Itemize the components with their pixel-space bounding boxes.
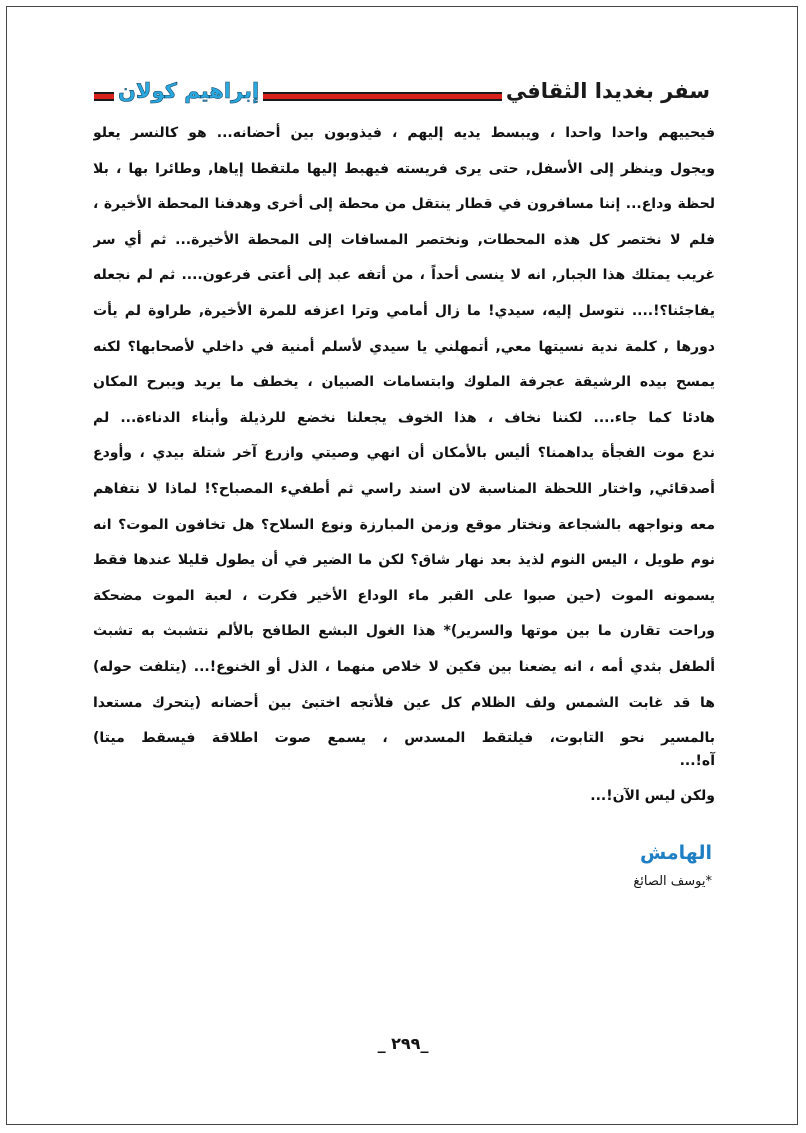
body-line: نوم طويل ، اليس النوم لذيذ بعد نهار شاق؟ لكن ما الضير في أن يطول قليلا عندها فقط bbox=[93, 552, 715, 569]
footnote-heading: الهامش bbox=[640, 842, 712, 864]
body-line: غريب يمتلك هذا الجبار, انه لا ينسى أحداً ، من أتفه عبد إلى أعتى فرعون.... ثم لم نجعله bbox=[93, 267, 715, 284]
body-line: لحظة وداع... إننا مسافرون في قطار ينتقل من محطة إلى أخرى وهدفنا المحطة الأخيرة ، bbox=[93, 196, 715, 213]
body-line: وراحت تقارن ما بين موتها والسرير)* هذا الغول البشع الطافح بالألم نتشبث به تشبث bbox=[93, 623, 715, 640]
body-line: هادئا كما جاء.... لكننا نخاف ، هذا الخوف يجعلنا نخضع للرذيلة وأبناء الدناءة... لم bbox=[93, 409, 715, 426]
body-line: ها قد غابت الشمس ولف الظلام كل عين فلأتجه اختبئ بين أحضانه (يتحرك مستعدا bbox=[93, 694, 715, 711]
body-line: دورها , كلمة ندية نسيتها معي, أتمهلني يا سيدي لأسلم أمنية في داخلي لأصحابها؟ لكنه bbox=[93, 338, 715, 355]
body-line: ندع موت الفجأة يداهمنا؟ أليس بالأمكان أن انهي وصيتي وازرع آخر شتلة بيدي ، وأودع bbox=[93, 445, 715, 462]
body-line: أصدقائي, واختار اللحظة المناسبة لان اسند راسي ثم أطفيء المصباح؟! لماذا لا نتفاهم bbox=[93, 480, 715, 497]
closing-lines bbox=[93, 744, 715, 814]
body-text bbox=[93, 116, 715, 757]
closing-line: ولكن ليس الآن!... bbox=[590, 788, 715, 804]
body-line: يمسح بيده الرشيقة عجرفة الملوك وابتسامات الصبيان ، يخطف ما يريد ويبرح المكان bbox=[93, 374, 715, 391]
body-line: معه ونواجهه بالشجاعة ونختار موقع وزمن المبارزة ونوع السلاح؟ هل تخافون الموت؟ انه bbox=[93, 516, 715, 533]
page-header bbox=[94, 74, 714, 110]
closing-line: آه!... bbox=[679, 753, 715, 769]
body-line: فلم لا نختصر كل هذه المحطات, ونختصر المسافات إلى المحطة الأخيرة... ثم أي سر bbox=[93, 231, 715, 248]
body-line: فيحييهم واحدا واحدا ، ويبسط يديه إليهم ، فيذوبون بين أحضانه... هو كالنسر يعلو bbox=[93, 125, 715, 141]
page-number: _ ٢٩٩_ bbox=[377, 1034, 429, 1053]
body-line: يفاجئنا؟!.... نتوسل إليه، سيدي! ما زال أمامي وترا اعزفه للمرة الأخيرة, طراوة لم يأت bbox=[93, 302, 715, 319]
body-line: ويجول وينظر إلى الأسفل, حتى يرى فريسته فيهبط إليها ملتقطا إياها, وطائرا بها ، بلا bbox=[93, 160, 715, 177]
body-line: ألطفل بثدي أمه ، انه يضعنا بين فكين لا خلاص منهما ، الذل أو الخنوع!... (يتلفت حوله) bbox=[93, 658, 715, 675]
footnote-text: *يوسف الصائغ bbox=[633, 874, 712, 889]
header-book-title: سفر بغديدا الثقافي bbox=[502, 76, 714, 106]
body-line: بالمسير نحو التابوت، فيلتقط المسدس ، يسمع صوت اطلاقة فيسقط ميتا) bbox=[93, 730, 715, 747]
header-author: إبراهيم كولان bbox=[114, 76, 263, 106]
body-line: يسمونه الموت (حين صبوا على القبر ماء الوداع الأخير فكرت ، لعبة الموت مضحكة bbox=[93, 587, 715, 604]
